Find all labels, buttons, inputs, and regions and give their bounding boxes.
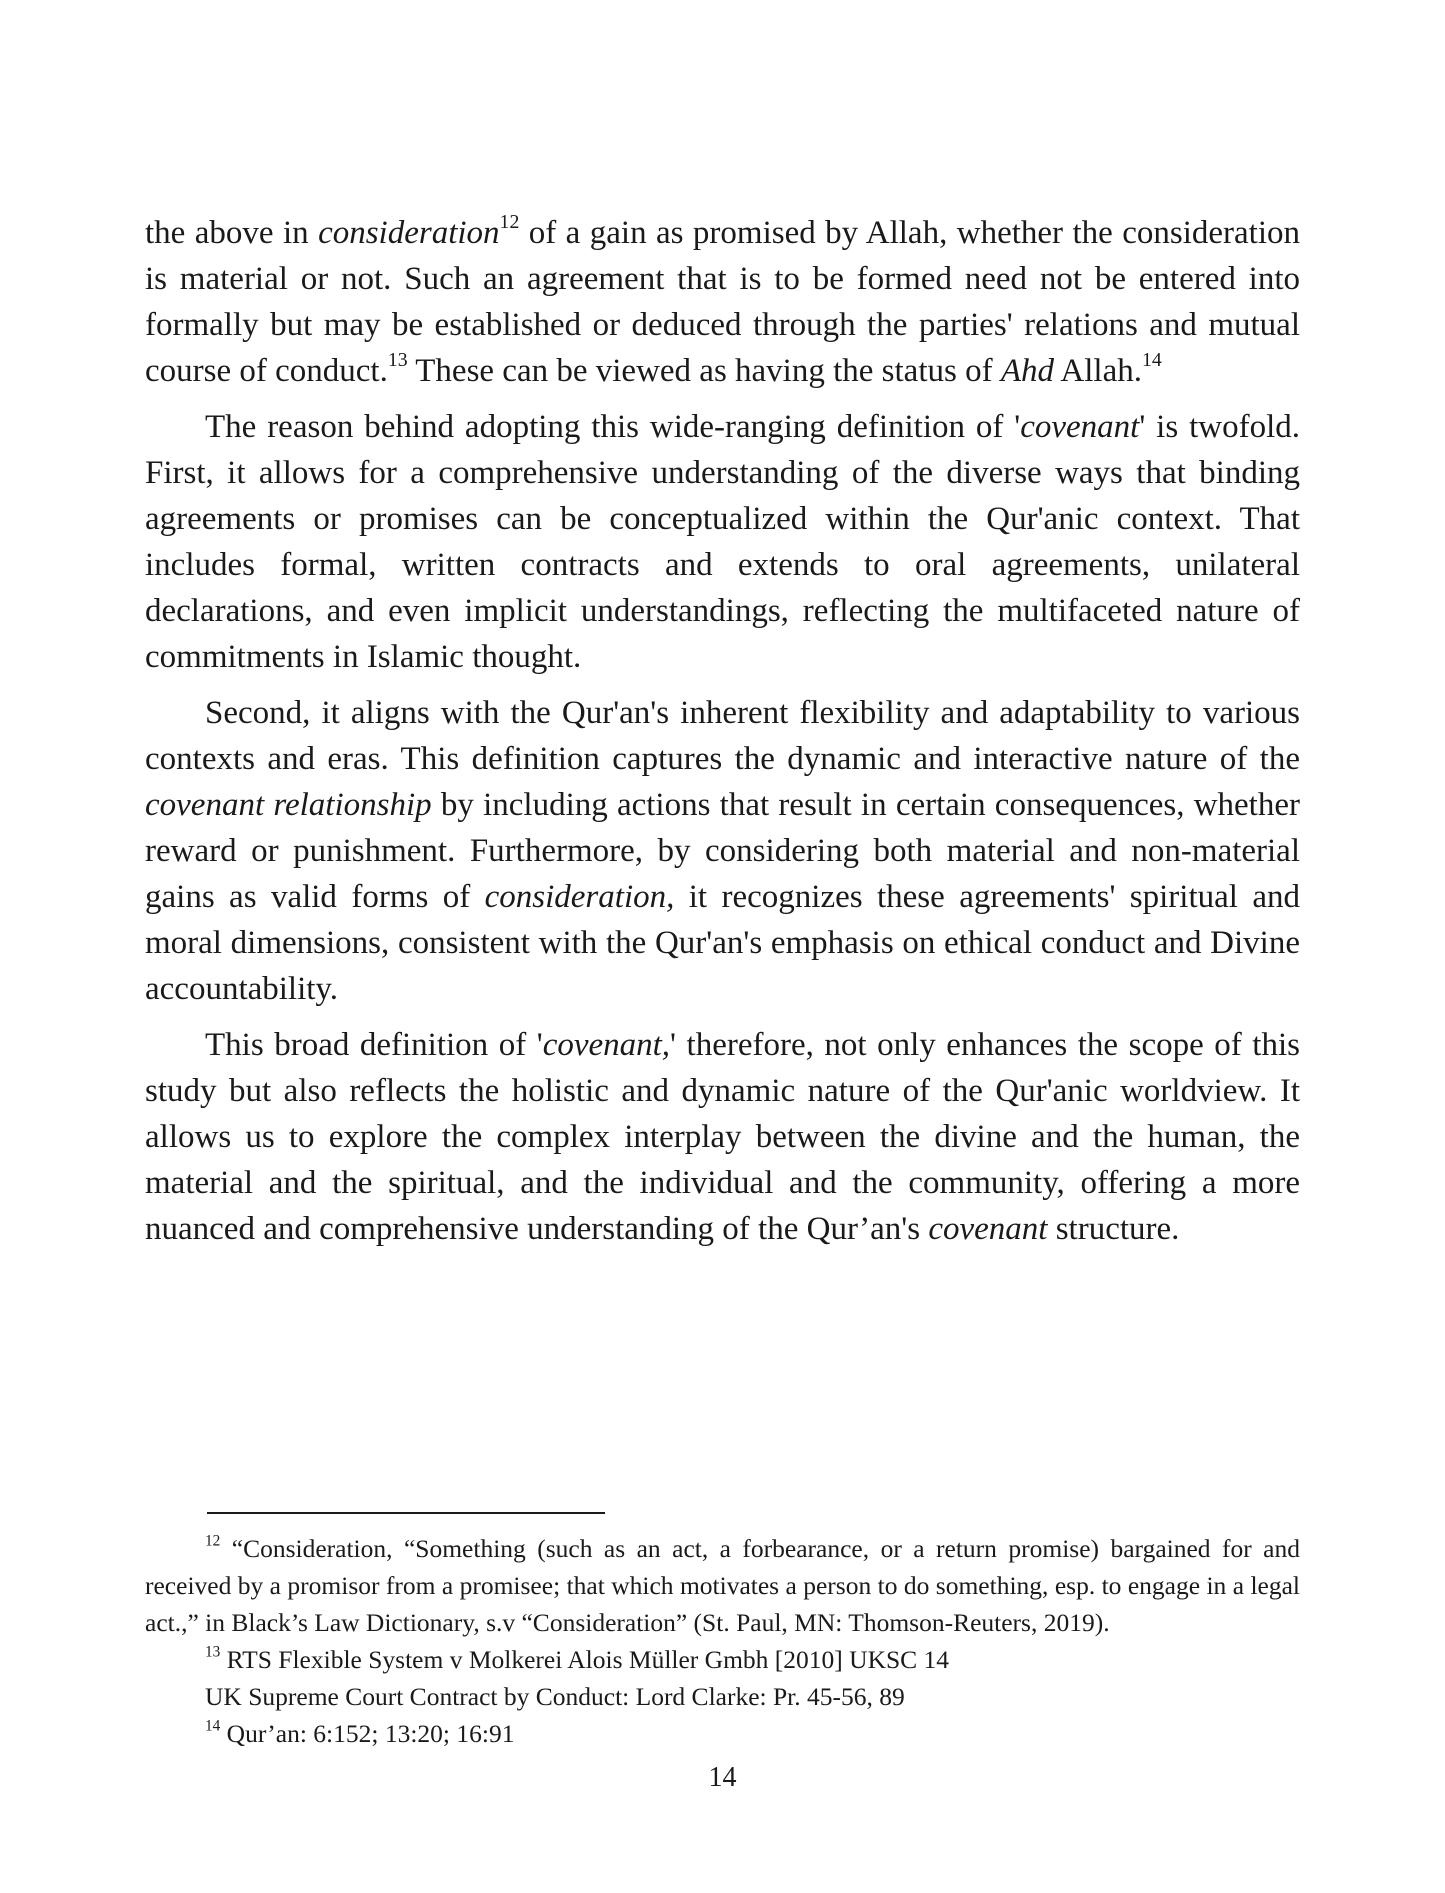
footnote-13-line-2: UK Supreme Court Contract by Conduct: Lord Clarke: Pr. 45-56, 89	[205, 1682, 905, 1711]
paragraph-1: the above in consideration$^{12}$ of a gain as promised by Allah, whether the consideration is material or not. Such an agreement that is to be formed need not be entered into formally but may be established or deduced through the parties' relations and mutual course of conduct.$^{13}$ These can be viewed as having the status of Ahd Allah.$^{14}$	[145, 211, 1300, 389]
footnote-14: $^{14}$ Qur’an: 6:152; 13:20; 16:91	[205, 1717, 515, 1748]
footnote-ref-14[interactable]: 14	[1142, 349, 1162, 372]
body-text	[145, 210, 1300, 1262]
page-number: 14	[708, 1762, 737, 1793]
footnote-13: $^{13}$ RTS Flexible System v Molkerei Alois Müller Gmbh [2010] UKSC 14	[205, 1643, 950, 1674]
term-covenant-2: covenant,	[542, 1027, 671, 1063]
term-ahd: Ahd	[1000, 353, 1054, 389]
footnote-mark-14: 14	[205, 1717, 221, 1735]
footnote-mark-12: 12	[205, 1532, 221, 1550]
footnote-mark-13: 13	[205, 1643, 221, 1661]
footnote-ref-13[interactable]: 13	[387, 349, 408, 372]
paragraph-3: Second, it aligns with the Qur'an's inherent flexibility and adaptability to various contexts and eras. This definition captures the dynamic and interactive nature of the covenant relationship by including actions that result in certain consequences, whether reward or punishment. Furthermore, by considering both material and non-material gains as valid forms of consideration, it recognizes these agreements' spiritual and moral dimensions, consistent with the Qur'an's emphasis on ethical conduct and Divine accountability.	[145, 695, 1301, 1007]
footnote-ref-12[interactable]: 12	[499, 211, 520, 234]
footnote-12: $^{12}$ “Consideration, “Something (such as an act, a forbearance, or a return promise) bargained for and received by a promisor from a promisee; that which motivates a person to do something, esp. to engage in a legal act.,” in Black’s Law Dictionary, s.v “Consideration” (St. Paul, MN: Thomson-Reuters, 2019).	[145, 1532, 1300, 1637]
term-covenant-relationship: covenant relationship	[145, 787, 432, 823]
footnote-divider	[207, 1512, 605, 1514]
paragraph-4: This broad definition of 'covenant,' therefore, not only enhances the scope of this study but also reflects the holistic and dynamic nature of the Qur'anic worldview. It allows us to explore the complex interplay between the divine and the human, the material and the spiritual, and the individual and the community, offering a more nuanced and comprehensive understanding of the Qur’an's covenant structure.	[145, 1027, 1300, 1247]
term-covenant-3: covenant	[928, 1211, 1048, 1247]
term-consideration: consideration	[318, 215, 500, 251]
paragraph-2: The reason behind adopting this wide-ranging definition of 'covenant' is twofold. First, it allows for a comprehensive understanding of the diverse ways that binding agreements or promises can be conceptualized within the Qur'anic context. That includes formal, written contracts and extends to oral agreements, unilateral declarations, and even implicit understandings, reflecting the multifaceted nature of commitments in Islamic thought.	[145, 409, 1300, 675]
term-consideration-2: consideration,	[484, 879, 675, 915]
term-covenant: covenant	[1020, 409, 1140, 445]
footnotes	[145, 1530, 1300, 1752]
